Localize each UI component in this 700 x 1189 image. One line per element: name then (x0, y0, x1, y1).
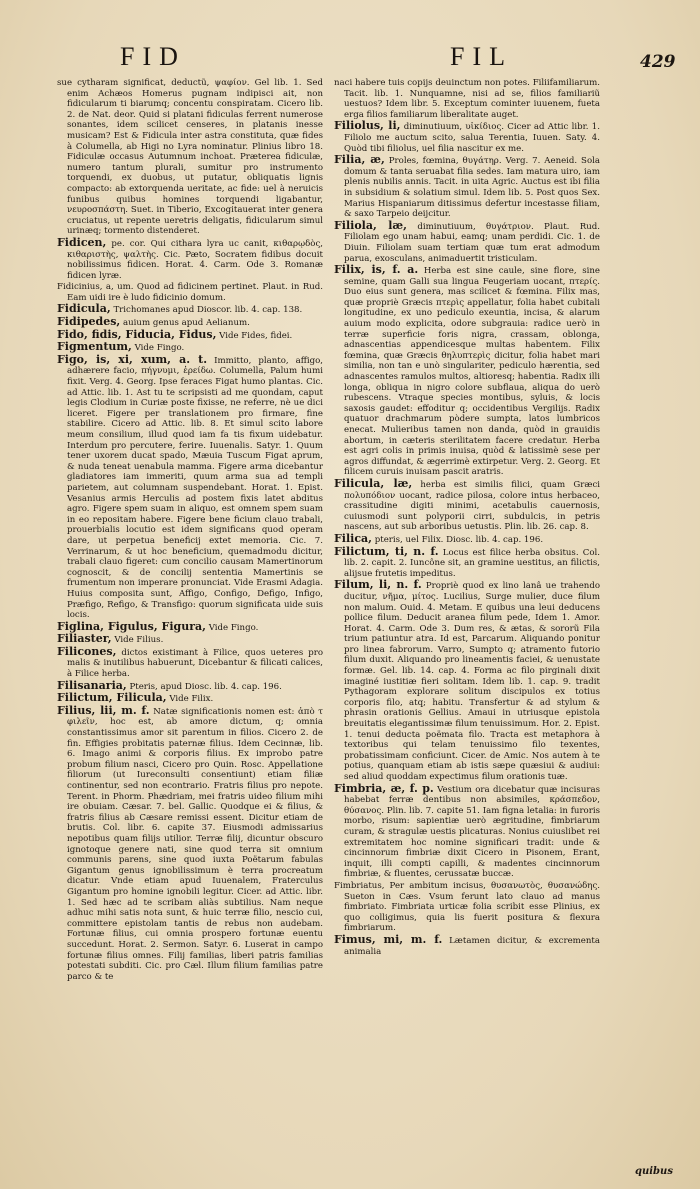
entry-text: pteris, uel Filix. Diosc. lib. 4. cap. 196. (374, 534, 544, 545)
entry-lemma: Fimus, mi, m. f. (334, 932, 443, 946)
entry-lemma: Filictum, Filicula, (57, 691, 167, 705)
entry-text: herba est similis filici, quam Græci πολυπόδιον uocant, radice pilosa, colore intus herbaceo, crassitudine digiti minimi, acetabulis cauernosis, cuiusmodi sunt polyporii cirri, subdulcis, in petris nascens, aut sub arboribus uetustis. Plin. lib. 26. cap. 8. (344, 479, 601, 533)
entry-text: Fimbriatus, Per ambitum incisus, θυσανωτὸς, θυσανώδης. Sueton in Cæs. Vsum ferunt lato clauo ad manus fimbriato. Fimbriata urticæ folia scribit esse Plinius, ex quo colligimus, quia lis fuerit positura & flexura fimbriarum. (334, 880, 600, 934)
running-head-left: FID (120, 42, 186, 71)
dictionary-entry (57, 235, 323, 281)
entry-text: Propriè quod ex lino lanâ ue trahendo ducitur, νῆμα, μίτος. Lucilius, Surge mulier, duce filum non malum. Ouid. 4. Metam. E quibus una leui deducens pollice filum. Deducit aranea filum pede, Idem 1. Amor. Horat. 4. Carm. Ode 3. Dum res, & ætas, & sororũ Fila trium patiuntur atra. Id est, Parcarum. Aliquando ponitur pro linea fabrorum. Varro, Sumpto q; atramento futorio filum duxit. Aliquando pro lineamentis faciei, & uenustate formæ. Gel. lib. 14. cap. 4. Forma ac filo pirginali dixit imaginé iustitiæ fieri solitam. Idem lib. 1. cap. 9. tradit Pythagoram explorare solitum discipulos ex totius corporis filo, atq; habitu. Transfertur & ad stylum & phrasin orationis Gellius. Amaui in utriusque epistola breuitatis elegantissimæ filum tenuissimum. Hor. 2. Epist. 1. tenui deducta poëmata filo. Tracta est metaphora à textoribus qui telam tenuissimo filo texentes, probatissimam conficiunt. Cicer. de Amic. Nos autem à te potius, quanquam etiam ab istis sæpe quæsiui & audiui: sed aliud quoddam expectimus filum orationis tuæ. (344, 581, 600, 782)
dictionary-entry (334, 781, 600, 880)
entry-text: diminutiuum, θυγάτριον. Plaut. Rud. Filiolam ego unam habui, eamq; unam perdidi. Cic. 1. de Diuin. Filiolam suam tertiam quæ tum erat admodum parua, exosculans, animaduertit tristiculam. (344, 221, 600, 264)
dictionary-entry (334, 78, 600, 120)
dictionary-entry (334, 544, 601, 580)
page-number: 429 (640, 52, 676, 72)
catchword: quibus (635, 1166, 673, 1177)
entry-text: Vide Fingo. (134, 343, 185, 354)
entry-text: diminutiuum, υἱκίδιος. Cicer ad Attic libr. 1. Filiolo me auctum scito, salua Terentia, Iuuen. Saty. 4. Quòd tibi filiolus, uel filia nascitur ex me. (344, 122, 600, 154)
left-column (57, 78, 323, 983)
entry-lemma: Fidicula, (57, 302, 111, 316)
entry-text: Fidicinius, a, um. Quod ad fidicinem pertinet. Plaut. in Rud. Eam uidi ire è ludo fidicinio domum. (57, 282, 323, 303)
entry-text: auium genus apud Aelianum. (123, 318, 250, 329)
entry-text: Vide Fingo. (208, 622, 259, 633)
entry-text: sue cytharam significat, deductũ, ψαφίον. Gel lib. 1. Sed enim Achæos Homerus pugnam indipisci ait, non fidicularum ti biarumq; concentu conspiratam. Cicero lib. 2. de Nat. deor. Quid si platani fidiculas ferrent numerose sonantes, idem scilicet censeres, in platanis inesse musicam? Est & Fidicula inter astra constituta, quæ fides à Columella, ab Higi no Lyra nominatur. Plinius libro 18. Fidiculæ occasus Autumnum inchoat. Præterea fidiculæ, numero tantum plurali, sumitur pro instrumento torquendi, ex duobus, ut putatur, obliquatis lignis compacto: ab extorquenda ueritate, ac fide: uel à neruicis funibus quibus homines torquendi ligabantur, νευροσπάστη. Suet. in Tiberio, Excogitauerat inter genera cruciatus, ut repente ueretris deligatis, fidicularum simul urinæq; tormento distenderet. (57, 78, 323, 237)
entry-text: Vestium ora dicebatur quæ incisuras habebat ferræ dentibus non absimiles, κράσπεδον, θύσανος. Plin. lib. 7. capite 51. Iam figna letalia: in furoris morbo, risum: sapientiæ uerò ægritudine, fimbriarum curam, & stragulæ uestis plicaturas. Nonius cuiuslibet rei extremitatem hoc nomine significari tradit: unde & cincinnorum fimbriæ dixit Cicero in Pisonem, Erant, inquit, illi compti capilli, & madentes cincinnorum fimbriæ, & fluentes, cerussatæ buccæ. (344, 784, 600, 880)
dictionary-entry (57, 78, 323, 237)
entry-lemma: Fimbria, æ, f. p. (334, 781, 434, 795)
dictionary-entry (334, 265, 600, 478)
entry-text: pe. cor. Qui cithara lyra uc canit, κιθαρῳδὸς, κιθαριστὴς, ψαλτὴς. Cic. Pæto, Socratem fidibus docuit nobilissimus fidicen. Horat. 4. Carm. Ode 3. Romanæ fidicen lyræ. (67, 238, 323, 281)
entry-lemma: Filicones, (57, 644, 117, 658)
entry-text: Vide Fides, fidei. (219, 330, 293, 341)
dictionary-entry (57, 352, 324, 621)
entry-lemma: Figmentum, (57, 340, 132, 354)
entry-lemma: Fidipedes, (57, 315, 121, 329)
entry-lemma: Filum, li, n. f. (334, 578, 422, 592)
dictionary-entry (57, 644, 323, 680)
entry-lemma: Fido, fidis, Fiducia, Fidus, (57, 327, 217, 341)
entry-text: Vide Filix. (169, 694, 214, 705)
entry-lemma: Filica, (334, 531, 373, 545)
entry-text: Pteris, apud Diosc. lib. 4. cap. 196. (129, 681, 282, 692)
dictionary-entry (334, 580, 600, 782)
entry-lemma: Filix, is, f. a. (334, 263, 419, 277)
right-column (334, 78, 600, 958)
entry-lemma: Filiaster, (57, 632, 112, 646)
entry-lemma: Fidicen, (57, 235, 107, 249)
dictionary-entry (334, 121, 600, 154)
dictionary-entry (334, 932, 600, 957)
entry-text: Locus est filice herba obsitus. Col. lib. 2. capit. 2. Iuncône sit, an gramine uestitus, an filictis, alijsue frutetis impeditus. (344, 547, 601, 579)
running-head-right: FIL (450, 42, 513, 71)
dictionary-entry (334, 155, 600, 220)
entry-text: Vide Filius. (114, 635, 164, 646)
entry-lemma: Filia, æ, (334, 153, 385, 167)
dictionary-entry (334, 476, 601, 533)
entry-lemma: Filius, lii, m. f. (57, 703, 150, 717)
entry-text: Proles, fœmina, θυγάτηρ. Verg. 7. Aeneid. Sola domum & tanta seruabat filia sedes. Iam matura uiro, iam plenis nubilis annis. Tacit. in uita Agric. Auctus est ibi filia in subsidium & solatium simul. Idem lib. 5. Post quos Sex. Marius Hispaniarum ditissimus defertur incestasse filiam, & saxo Tarpeio deijcitur. (344, 156, 600, 220)
entry-text: Immitto, planto, affigo, adhærere facio, πήγνυμι, ἐρείδω. Columella, Palum humi fixit. Verg. 4. Georg. Ipse feraces Figat humo plantas. Cic. ad Attic. lib. 1. Ast tu te scripsisti ad me quondam, caput legis Clodium in Curiæ poste fixisse, ne referre, nè ue dici liceret. Figere per translationem pro firmare, fine stabilire. Cicero ad Attic. lib. 8. Et simul scito labore meum consilium, illud quod iam fa tis fixum uidebatur. Interdum pro percutere, ferire. Iuuenalis. Satyr. 1. Quum tener uxorem ducat spado, Mæuia Tuscum Figat aprum, & nuda teneat uenabula mamma. Figere arma dicebantur gladiatores iam immeriti, quum arma sua ad templi parietem, aut columnam suspendebant. Horat. 1. Epist. Vesanius armis Herculis ad postem fixis latet abditus agro. Figere spem suam in aliquo, est omnem spem suam in eo repositam habere. Figere bene ficium clauo trabali, prouerbialis locutio est idem significans quod operam dare, ut perpetua beneficij extet memoria. Cic. 7. Verrinarum, & ut hoc beneficium, quemadmodu dicitur, trabali clauo figeret: cum concilio causam Mamertinorum cognoscit, & de concilij sententia Mamertinis se frumentum non imperare pronunciat. Vide Erasmi Adagia. Huius composita sunt, Affigo, Configo, Defigo, Infigo, Præfigo, Refigo, & Transfigo: quorum significata uide suis locis. (67, 355, 324, 621)
entry-text: dictos existimant à Filice, quos ueteres pro malis & inutilibus habuerunt, Dicebantur & filicati calices, à Filice herba. (67, 647, 323, 680)
entry-text: Herba est sine caule, sine flore, sine semine, quam Galli sua lingua Feugeriam uocant, πτερίς. Duo eius sunt genera, mas scilicet & fœmina. Filix mas, quæ propriè Græcis πτερὶς appellatur, folia habet cubitali longitudine, ex uno pediculo exeuntia, incisa, & alarum auium modo explicita, odore subgrauia: radice uerò in terræ superficie foris nigra, crassam, oblonga, adnascentias appendicesque multas habentem. Filix fœmina, quæ Græcis θηλυπτερὶς dicitur, folia habet mari similia, non tan e unò singulariter, pediculo hærentia, sed adnascentes ramulos multos, altioresq; habentia. Radix illi longa, obliqua in nigro colore subflaua, aliqua do uerò rubescens. Vtraque species montibus, syluis, & locis saxosis gaudet: effoditur q; occidentibus Vergilijs. Radix quatuor drachmarum pòdere sumpta, latos lumbricos enecat. Mulieribus tamen non danda, quòd in grauidis abortum, in cæteris sterilitatem facere credatur. Herba est agri colis in primis inuisa, quòd & latissimè sese per agros diffundat, & ægerrimè extirpetur. Verg. 2. Georg. Et filicem curuis inuisam pascit aratris. (344, 266, 600, 478)
dictionary-entry (57, 703, 324, 982)
entry-text: naci habere tuis copijs deuinctum non potes. Filiifamiliarum. Tacit. lib. 1. Nunquamne, nisi ad se, filios familiariũ uestuos? Idem libr. 5. Exceptum cominter iuuenem, fueta erga filios familiarum liberalitate auget. (334, 78, 600, 120)
entry-lemma: Filisanaria, (57, 678, 127, 692)
entry-text: Lætamen dicitur, & excrementa animalia (344, 935, 600, 957)
entry-lemma: Filictum, ti, n. f. (334, 544, 439, 558)
entry-lemma: Figlina, Figulus, Figura, (57, 619, 206, 633)
dictionary-entry (334, 881, 600, 934)
dictionary-entry (57, 282, 323, 303)
entry-lemma: Filiola, læ, (334, 218, 407, 232)
entry-lemma: Figo, is, xi, xum, a. t. (57, 352, 208, 366)
dictionary-entry (334, 218, 600, 264)
entry-lemma: Filiolus, li, (334, 119, 401, 133)
entry-text: Natæ significationis nomen est: ἀπὸ τ φιλεῖν, hoc est, ab amore dictum, q; omnia constantissimus amor sit parentum in filios. Cicero 2. de fin. Effigies probitatis paternæ filius. Idem Cecinnæ, lib. 6. Imago animi & corporis filius. Ex improbo patre probum filium nasci, Cicero pro Quin. Rosc. Appellatione filiorum (ut Iureconsulti consentiunt) etiam filiæ continentur, sed non econtrario. Fratris filius pro nepote. Terent. in Phorm. Phædriam, mei fratris uideo filium mihi ire obuiam. Cæsar. 7. bel. Gallic. Quodque ei & filius, & fratris filius ab Cæsare remissi essent. Dicitur etiam de brutis. Col. libr. 6. capite 37. Eiusmodi admissarius nepotibus quam filijs utilior. Terræ filij, dicuntur obscuro ignotoque genere nati, sine quod terra sit omnium communis parens, sine quod iuxta Poëtarum fabulas Gigantum genus ignobilissimum è terra procreatum dicatur. Vnde etiam apud Iuuenalem, Fraterculus Gigantum pro homine ignobili legitur. Cicer. ad Attic. libr. 1. Sed hæc ad te scribam aliàs subtilius. Nam neque adhuc mihi satis nota sunt, & huic terræ filio, nescio cui, committere epistolam tantis de rebus non audebam. Fortunæ filius, cui omnia prospero fortunæ euentu succedunt. Horat. 2. Sermon. Satyr. 6. Luserat in campo fortunæ filius omnes. Filij familias, liberi patris familias potestati subditi. Cic. pro Cæl. Illum filium familias patre parco & te (67, 706, 324, 982)
entry-text: Trichomanes apud Dioscor. lib. 4. cap. 138. (113, 305, 303, 316)
entry-lemma: Filicula, læ, (334, 476, 413, 490)
